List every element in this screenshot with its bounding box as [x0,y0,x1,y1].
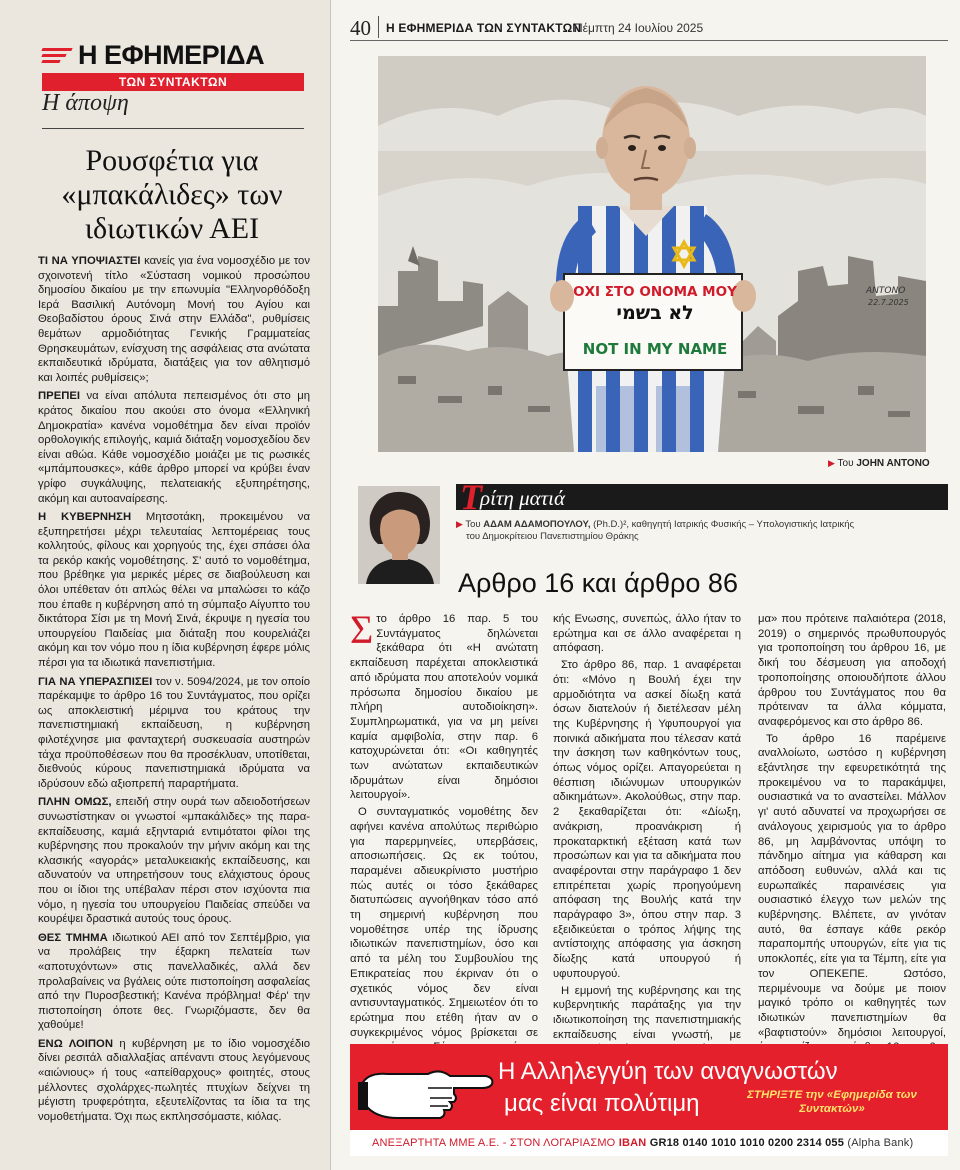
article-title: Αρθρο 16 και άρθρο 86 [458,568,738,598]
byline-prefix: Του [465,519,481,530]
iban-label: IBAN [618,1137,647,1149]
editorial-body [38,254,310,1128]
paragraph-lead: ΠΡΕΠΕΙ [38,390,81,403]
cartoon-signature: ANTONO [866,286,906,296]
author-name: ΑΔΑΜ ΑΔΑΜΟΠΟΥΛΟΥ, [483,519,591,530]
paragraph-lead: Η ΚΥΒΕΡΝΗΣΗ [38,511,132,524]
paragraph-text: ιδιωτικού ΑΕΙ από τον Σεπτέμβριο, για να προλάβεις την έξαρκη πελατεία των «αποτυχόντων» στις πανελλαδικές, αλλά δεν προλαβαίνεις να βγάλεις ούτε πιστοποίηση ασφαλείας από την Πυροσβεστική; Κανένα πρόβλημα! Φέρ' την πιστοποίηση όποτε θες. Γνωριζόμαστε, δεν θα χαθούμε! [38,931,310,1032]
masthead-logo[interactable] [42,40,304,91]
header-separator [378,16,379,38]
article-paragraph: Ο συνταγματικός νομοθέτης δεν αφήνει κανένα απολύτως περιθώριο για παρερμηνείες, υπερβάσεις, αποσιωπήσεις. Ως εκ τούτου, παραμένει αδιευκρίνιστο μυστήριο πώς αυτές οι τόσο ξεκάθαρες διατυπώσεις αγνοήθηκαν τόσο από τη σημερινή κυβέρνηση που νομοθέτησε υπέρ της ίδρυσης ιδιωτικών πανεπιστημίων, όσο και από τα μέλη του Συμβουλίου της Επικρατείας που έκριναν ότι ο σχετικός νόμος δεν είναι αντισυνταγματικός. Σημειωτέον ότι το ερώτημα που ετέθη ήταν αν ο συγκεκριμένος νόμος βρίσκεται σε [350,806,538,1039]
page-number: 40 [350,16,371,40]
paragraph-text: επειδή στην ουρά των αδειοδοτήσεων συνωστίστηκαν οι γνωστοί «μπακάλιδες» της παρα-εκπαίδευσης, καμιά εξηνταριά εντιμότατοι φίλοι της κυβέρνησης που προκαλούν την μήνιν ακόμη και της κλασικής «αγοράς» μεταλυκειακής εκπαίδευσης, και αδυνατούν να υπηρετήσουν τους ελάχιστους όρους που οι ίδιοι της υπέβαλαν πέρσι στον ισχύοντα πια νόμο, η ηγεσία του υπουργείου Παιδείας σπεύδει να κουρέψει δραστικά αυτούς τους όρους. [38,796,310,926]
editorial-paragraph [38,795,310,926]
paragraph-lead: ΓΙΑ ΝΑ ΥΠΕΡΑΣΠΙΣΕΙ [38,675,153,688]
editorial-paragraph [38,1037,310,1125]
paragraph-text: να είναι απόλυτα πεπεισμένος ότι στο μη κράτος δικαίου που ακούει στο όνομα «Ελληνική Δημοκρατία» κανένα νομοθέτημα δεν είναι προϊόν ορθολογικής επιλογής, καμιά διάταξη νομοσχεδίου δεν είναι αθώα. Κάθε νομοσχέδιο μοιάζει με τις ρωσικές «μπάμπουσκες», κάθε άρθρο μπορεί να κρύβει έναν γρίφο συγκάλυψης, πελατειακής εξυπηρέτησης, ακόμη και αυτοαναίρεσης. [38,390,310,505]
arrow-right-icon: ▶ [456,519,463,529]
author-photo [358,486,440,584]
credit-prefix: Του [837,458,854,469]
column-label-initial: Τ [460,477,482,517]
editorial-paragraph [38,931,310,1033]
article-paragraph: κής Ενωσης, συνεπώς, άλλο ήταν το ερώτημα και σε άλλο αναφέρεται η απόφαση. [553,613,741,655]
author-affiliation-2: του Δημοκρίτειου Πανεπιστημίου Θράκης [466,531,639,542]
pointing-hand-icon [358,1054,496,1124]
cartoon-credit [828,458,930,469]
article-column-1 [350,607,538,1087]
masthead-title: Η ΕΦΗΜΕΡΙΔΑ [78,40,265,70]
article-paragraph [350,607,538,803]
cartoon-artist: JOHN ANTONO [856,458,930,469]
editorial-paragraph [38,389,310,506]
section-label: Η άποψη [42,90,129,116]
arrow-right-icon: ▶ [828,458,835,468]
section-divider [42,128,304,129]
sign-greek-text: ΟΧΙ ΣΤΟ ΟΝΟΜΑ ΜΟΥ [573,284,737,300]
header-date: Πέμπτη 24 Ιουλίου 2025 [574,21,704,35]
drop-cap: Σ [350,607,374,652]
article-paragraph: Η εμμονή της κυβέρνησης και της κυβερνητικής παράταξης για την ιδιωτικοποίηση της πανεπιστημιακής εκπαίδευσης είναι γνωστή, με [553,984,741,1041]
sign-hebrew-text: לא בשמי [616,302,694,324]
header-rule [350,40,948,41]
article-column-2 [553,612,741,1059]
paragraph-text: η κυβέρνηση με το ίδιο νομοσχέδιο δίνει ρεσιτάλ αδιαλλαξίας απέναντι στους λεγόμενους «αιώνιους» ή τους «απείθαρχους» φοιτητές, στους μέλλοντες σχολάρχες-πωλητές πτυχίων δείχνει τη μέγιστη τρυφερότητα, εξευτελίζοντας τα ίδια τα της νομοθετήματα. Όχι πως εκπλησσόμαστε, κιόλας. [38,1037,310,1123]
sign-english-text: NOT IN MY NAME [582,340,728,358]
paragraph-lead: ΕΝΩ ΛΟΙΠΟΝ [38,1037,113,1050]
ad-account-info [372,1137,913,1149]
ad-subheadline: μας είναι πολύτιμη [504,1090,700,1117]
paragraph-text: τον ν. 5094/2024, με τον οποίο παρέκαμψε το άρθρο 16 του Συντάγματος, που ορίζει ως αποκλειστική μέριμνα του κράτους την πανεπιστημιακή εκπαίδευση, η κυβέρνηση φιλοτέχνησε μια φανταχτερή συσκευασία αυστηρών τάχα προϋποθέσεων που θα προσέκλυαν, υποτίθεται, διεθνούς κύρους πανεπιστημιακά ιδρύματα να ιδρύσουν εδώ αξιοπρεπή παραρτήματα. [38,675,310,790]
editorial-headline: Ρουσφέτια για «μπακάλιδες» των ιδιωτικών ΑΕΙ [61,144,283,245]
editorial-paragraph [38,510,310,671]
article-paragraph: μα» που πρότεινε παλαιότερα (2018, 2019) ο σημερινός πρωθυπουργός για τροποποίηση του άρθρου 16, με δική του δέσμευση για αποδοχή τροποποίησης οποιουδήποτε άλλου άρθρου του Συντάγματος που θα πρότειναν τα άλλα κόμματα, αναφερόμενος και στο άρθρο 86. [758,613,946,728]
paragraph-lead: ΠΛΗΝ ΟΜΩΣ, [38,796,112,809]
masthead-subtitle: ΤΩΝ ΣΥΝΤΑΚΤΩΝ [42,73,304,91]
ad-headline: Η Αλληλεγγύη των αναγνωστών [498,1058,838,1085]
article-column-3 [758,612,946,1057]
ad-support-text: ΣΤΗΡΙΞΤΕ την «Εφημερίδα των Συντακτών» [747,1089,917,1115]
paragraph-text: Μητσοτάκη, προκειμένου να εξυπηρετήσει μέχρι τελευταίας λεπτομέρειας τους κολλητούς, φίλους και χορηγούς της, έχει σπάσει όλα τα ρεκόρ κακής νομοθέτησης. Σ' αυτό το νομοθέτημα, που βρέθηκε για μερικές μέρες σε διαβούλευση και όλοι υπέθεταν ότι απλώς θέλει να μπαλώσει το κάζο που έπαθε η κυβέρνηση από τη σύμπαξο Αίγυπτο του δικτάτορα Σίσι με τη Μονή Σινά, έκρυψε η ηγεσία του υπουργείου Παιδείας μια διάταξη που κουρελιάζει ακόμη και τον νόμο που η ίδια κυβέρνηση έφερε μόλις πέρσι για τα ιδιωτικά πανεπιστήμια. [38,511,310,670]
article-paragraph: Στο άρθρο 86, παρ. 1 αναφέρεται ότι: «Μόνο η Βουλή έχει την αρμοδιότητα να ασκεί δίωξη κατά όσων διατελούν ή διετέλεσαν μέλη της Κυβέρνησης ή Υφυπουργοί για ποινικά αδικήματα που τέλεσαν κατά την άσκηση των καθηκόντων τους, όπως νόμος ορίζει. Απαγορεύεται η θέσπιση ιδιώνυμων υπουργικών αδικημάτων». Ακολούθως, στην παρ. 2 ξεκαθαρίζεται ότι: «Δίωξη, ανάκριση, προανάκριση ή προκαταρκτική εξέταση κατά των προσώπων και για τα αδικήματα που αναφέρονται στην παράγραφο 1 δεν επιτρέπεται χωρίς προηγούμενη απόφαση της Βουλής κατά την παράγραφο 3», όπου στην παρ. 3 εξειδικεύεται ο τρόπος λήψης της αντίστοιχης απόφασης για άσκηση δίωξης κατά υπουργού ή υφυπουργού. [553,659,741,980]
iban-number: GR18 0140 1010 1010 0200 2314 055 [649,1137,845,1149]
paragraph-lead: ΤΙ ΝΑ ΥΠΟΨΙΑΣΤΕΙ [38,255,141,267]
account-label: ΑΝΕΞΑΡΤΗΤΑ ΜΜΕ Α.Ε. - ΣΤΟΝ ΛΟΓΑΡΙΑΣΜΟ [372,1137,616,1149]
cartoon-illustration [378,56,926,452]
editorial-paragraph [38,675,310,792]
bank-name: (Alpha Bank) [847,1137,914,1149]
paragraph-lead: ΘΕΣ ΤΜΗΜΑ [38,931,108,944]
paragraph-text: το άρθρο 16 παρ. 5 του Συντάγματος δηλώνεται ξεκάθαρα ότι «Η ανώτατη εκπαίδευση παρέχεται αποκλειστικά από ιδρύματα που αποτελούν νομικά πρόσωπα δημοσίου δικαίου με πλήρη αυτοδιοίκηση». Συμπληρωματικά, για να μη μείνει καμία αμφιβολία, στην παρ. 6 κατοχυρώνεται ότι: «Οι καθηγητές των ανώτατων εκπαιδευτικών ιδρυμάτων είναι δημόσιοι λειτουργοί». [350,613,538,802]
author-affiliation: (Ph.D.)², καθηγητή Ιατρικής Φυσικής – Υπολογιστικής Ιατρικής [590,519,855,530]
header-paper-name: Η ΕΦΗΜΕΡΙΔΑ ΤΩΝ ΣΥΝΤΑΚΤΩΝ [386,21,582,35]
article-paragraph: Το άρθρο 16 παρέμεινε αναλλοίωτο, ωστόσο η κυβέρνηση εξάντλησε την εφευρετικότητά της προκειμένου να το παρακάμψει, ουσιαστικά να το αναστείλει. Μάλλον γι' αυτό αδυνατεί να προχωρήσει σε ανάλογους χειρισμούς για το άρθρο 86, μη λαμβάνοντας υπόψη το πάνδημο αίτημα για κάθαρση και απόδοση ευθυνών, αλλά και τις ευρωπαϊκές παραινέσεις για ουσιαστικό έλεγχο των μελών της κυβέρνησης. Βλέπετε, αν γινόταν αυτό, θα έσπαγε κάθε ρεκόρ παραπομπής υπουργών, είτε για τις υποκλοπές, είτε για τα Τέμπη, είτε για τον ΟΠΕΚΕΠΕ. Ωστόσο, περιμένουμε να δούμε με ποιον μαγικό τρόπο οι καθηγητές των ιδιωτικών πανεπιστημίων θα «βαφτιστούν» δημόσιοι λειτουργοί, [758,732,946,1039]
column-label: ρίτη ματιά [480,486,566,510]
paragraph-text: κανείς για ένα νομοσχέδιο με τον σχοινοτενή τίτλο «Σύσταση νομικού προσώπου δημοσίου δικαίου με την επωνυμία "Ελληνορθόδοξη Ιερά Βασιλική Αυτόνομη Μονή του Αγίου και Θεοβαδίστου όρους Σινά στην Ελλάδα", ρυθμίσεις θεμάτων αρμοδιότητας Γενικής Γραμματείας Θρησκευμάτων, ενίσχυση της ασφάλειας στα ανώτατα εκπαιδευτικά ιδρύματα, διατάξεις για τον αθλητισμό και λοιπές ρυθμίσεις»; [38,255,310,384]
author-byline [456,518,948,543]
editorial-paragraph [38,254,310,385]
masthead-stripes-icon [42,48,72,63]
cartoon-signature-date: 22.7.2025 [868,298,909,307]
